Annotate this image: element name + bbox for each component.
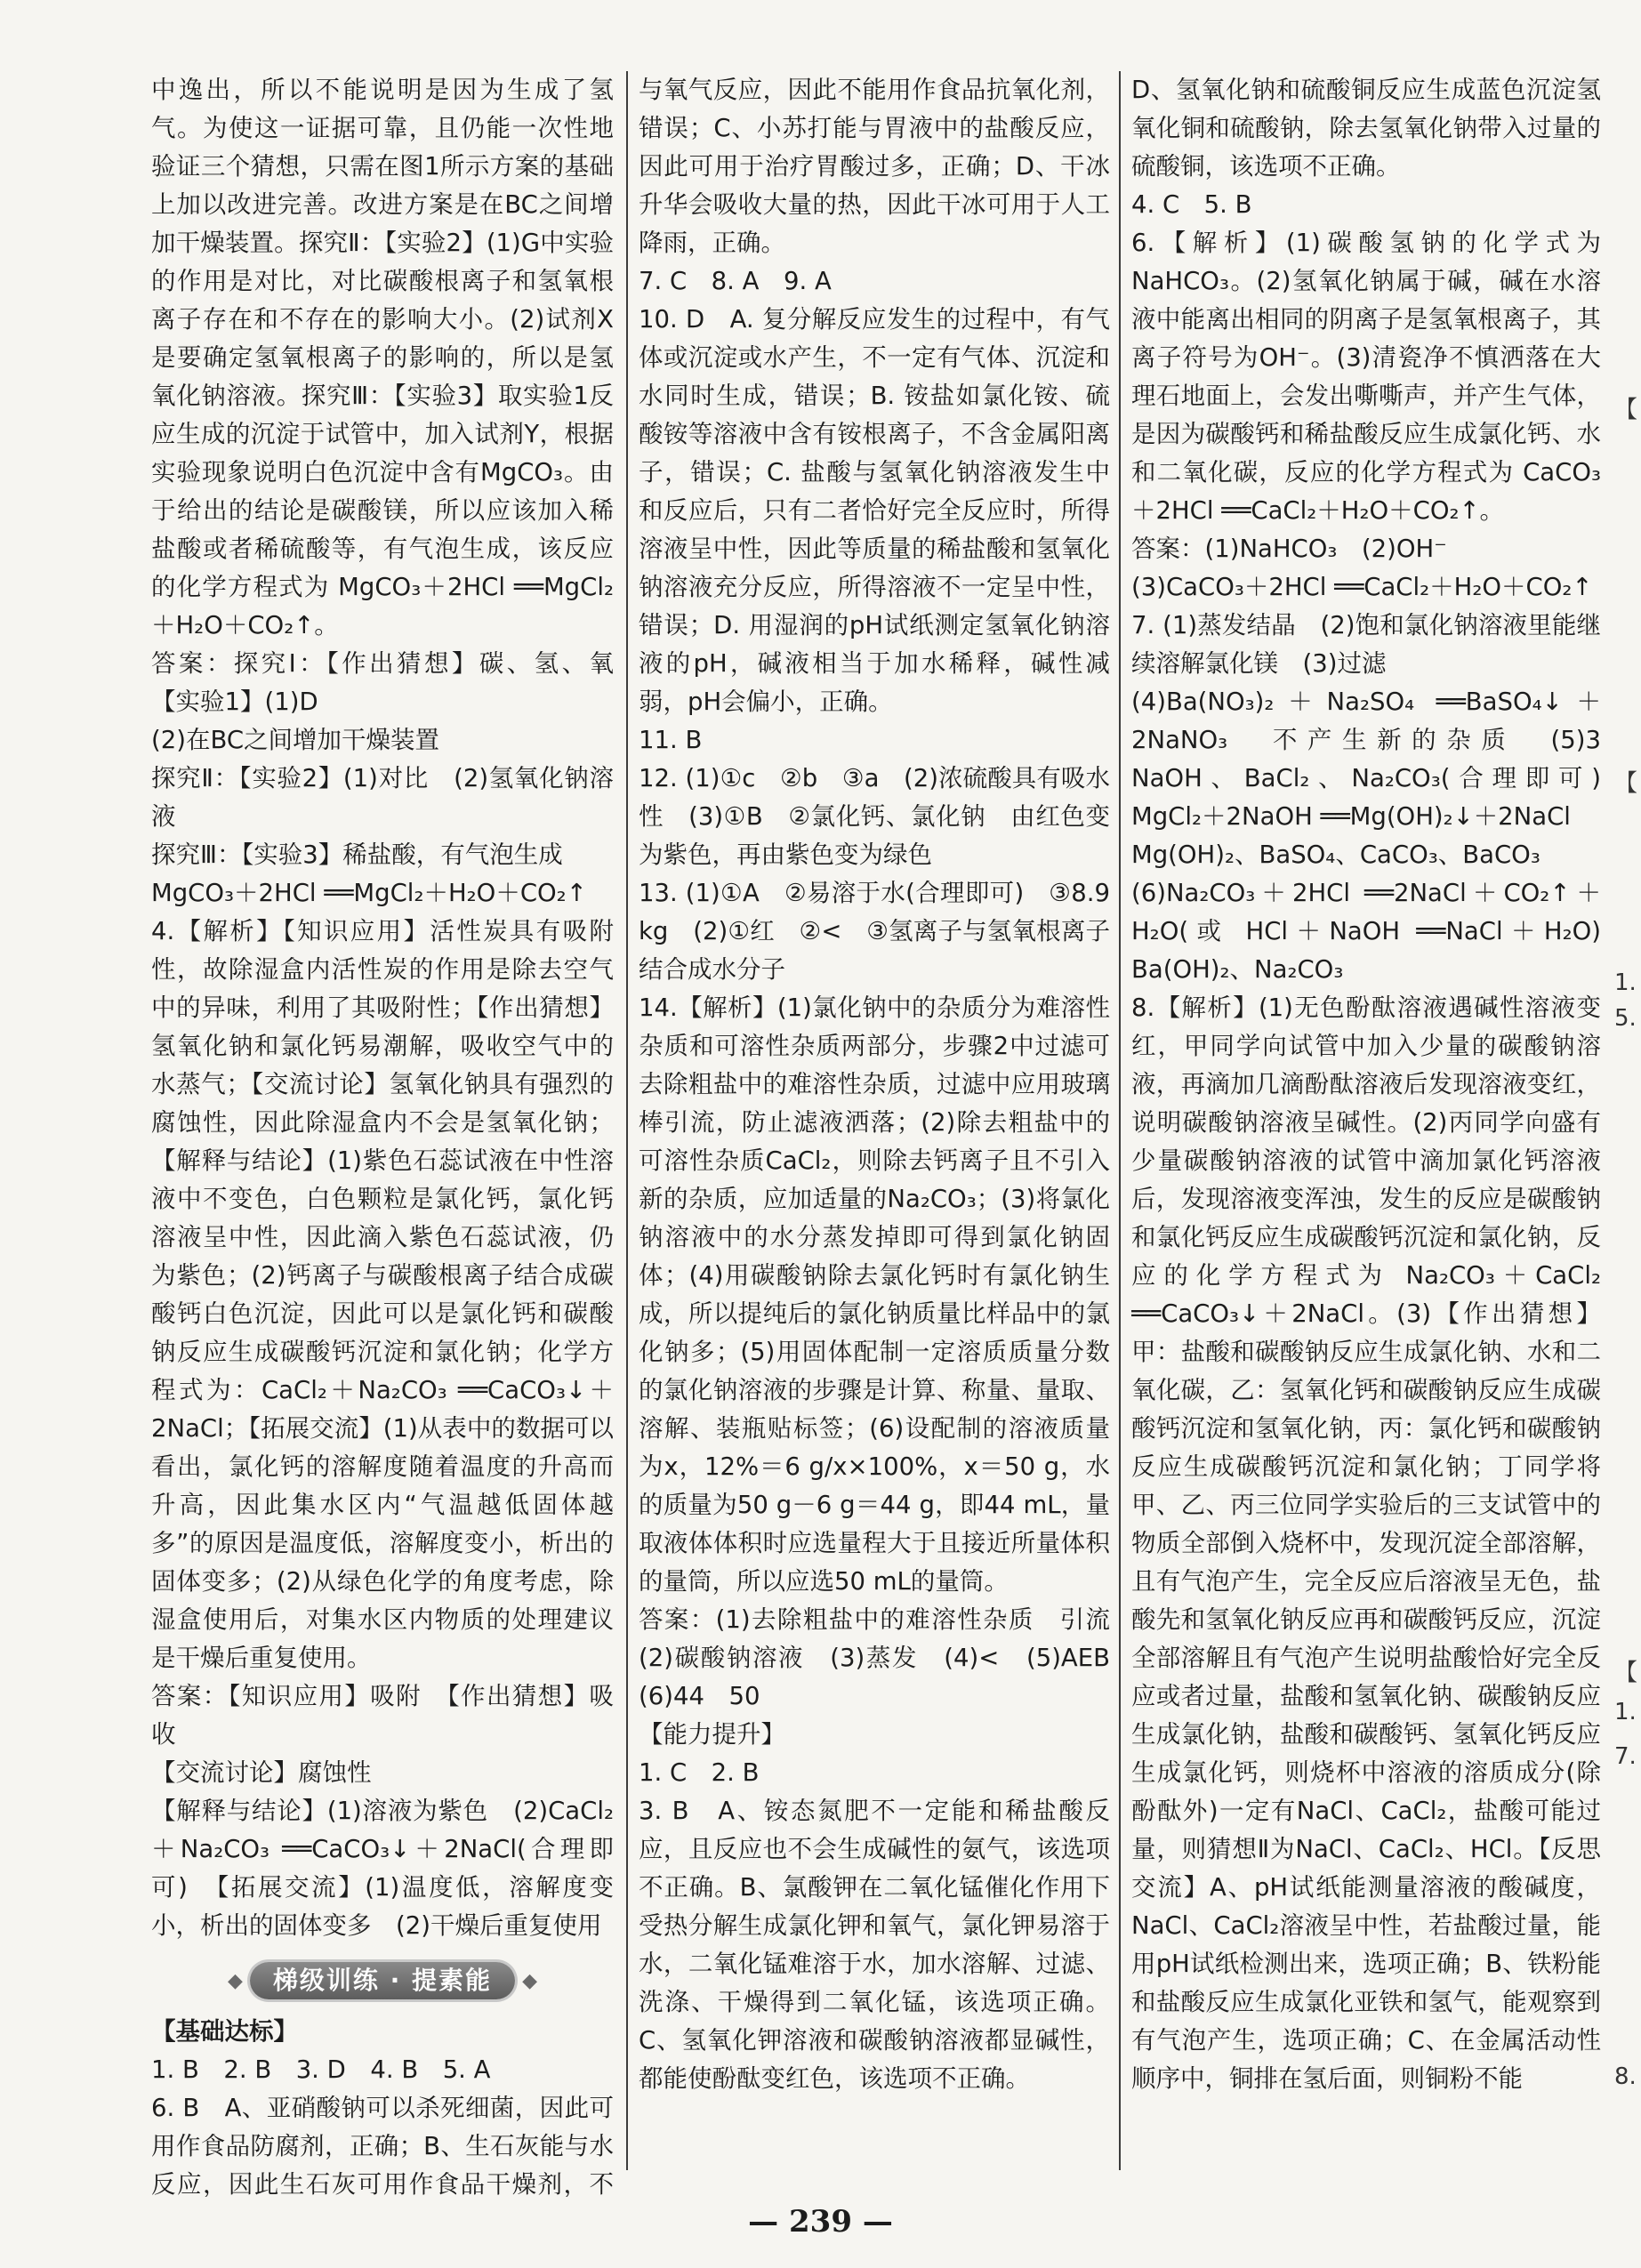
paragraph: 1. C 2. B — [639, 1758, 760, 1787]
paragraph: 1. B 2. B 3. D 4. B 5. A — [151, 2055, 491, 2084]
paragraph: 与氧气反应，因此不能用作食品抗氧化剂，错误；C、小苏打能与胃液中的盐酸反应，因此可用于治疗胃酸过多，正确；D、干冰升华会吸收大量的热，因此干冰可用于人工降雨，正确。 — [639, 76, 1110, 257]
paragraph: 13. (1)①A ②易溶于水(合理即可) ③8.9 kg (2)①红 ②< ③氢离子与氢氧根离子结合成水分子 — [639, 879, 1110, 984]
paragraph: 6. B A、亚硝酸钠可以杀死细菌，因此可用作食品防腐剂，正确；B、生石灰能与水反应，因此生石灰可用作食品干燥剂，不 — [151, 2094, 614, 2197]
column-divider-1 — [626, 71, 628, 2170]
paragraph: (2)在BC之间增加干燥装置 — [151, 726, 440, 754]
column-2 — [639, 71, 1110, 2197]
paragraph: 6.【解析】(1)碳酸氢钠的化学式为NaHCO₃。(2)氢氧化钠属于碱，碱在水溶液中能离出相同的阴离子是氢氧根离子，其离子符号为OH⁻。(3)清瓷净不慎洒落在大理石地面上，会发出嘶嘶声，并产生气体，是因为碳酸钙和稀盐酸反应生成氯化钙、水和二氧化碳，反应的化学方程式为 CaCO₃＋2HCl ══CaCl₂＋H₂O＋CO₂↑。 — [1131, 229, 1601, 525]
column-divider-2 — [1119, 71, 1121, 2170]
diamond-icon: ◆ — [228, 1969, 243, 1992]
edge-mark: 【 — [1614, 770, 1638, 797]
paragraph: 探究Ⅲ：【实验3】稀盐酸，有气泡生成 — [151, 840, 563, 869]
paragraph: 【基础达标】 — [151, 2017, 298, 2046]
column-1 — [151, 71, 614, 2197]
paragraph: 答案：探究Ⅰ：【作出猜想】碳、氢、氧 【实验1】(1)D — [151, 649, 614, 716]
edge-mark: 1. — [1614, 969, 1637, 996]
paragraph: 答案：【知识应用】吸附 【作出猜想】吸收 — [151, 1682, 614, 1749]
paragraph: 探究Ⅱ：【实验2】(1)对比 (2)氢氧化钠溶液 — [151, 764, 614, 831]
paragraph: 【能力提升】 — [639, 1720, 785, 1749]
paragraph: 14.【解析】(1)氯化钠中的杂质分为难溶性杂质和可溶性杂质两部分，步骤2中过滤可去除粗盐中的难溶性杂质，过滤中应用玻璃棒引流，防止滤液洒落；(2)除去粗盐中的可溶性杂质CaCl₂，则除去钙离子且不引入新的杂质，应加适量的Na₂CO₃；(3)将氯化钠溶液中的水分蒸发掉即可得到氯化钠固体；(4)用碳酸钠除去氯化钙时有氯化钠生成，所以提纯后的氯化钠质量比样品中的氯化钠多；(5)用固体配制一定溶质质量分数的氯化钠溶液的步骤是计算、称量、量取、溶解、装瓶贴标签；(6)设配制的溶液质量为x，12%＝6 g/x×100%，x＝50 g，水的质量为50 g－6 g＝44 g，即44 mL，量取液体体积时应选量程大于且接近所量体积的量筒，所以应选50 mL的量筒。 — [639, 993, 1110, 1596]
edge-mark: 【 — [1614, 397, 1638, 423]
paragraph: 4. C 5. B — [1131, 190, 1252, 219]
edge-mark: 1. — [1614, 1699, 1637, 1725]
paragraph: (6)Na₂CO₃＋2HCl ══2NaCl＋CO₂↑＋H₂O(或 HCl＋NaOH ══NaCl＋H₂O) Ba(OH)₂、Na₂CO₃ — [1131, 879, 1601, 984]
paragraph: 4.【解析】【知识应用】活性炭具有吸附性，故除湿盒内活性炭的作用是除去空气中的异味，利用了其吸附性；【作出猜想】氢氧化钠和氯化钙易潮解，吸收空气中的水蒸气；【交流讨论】氢氧化钠具有强烈的腐蚀性，因此除湿盒内不会是氢氧化钠；【解释与结论】(1)紫色石蕊试液在中性溶液中不变色，白色颗粒是氯化钙，氯化钙溶液呈中性，因此滴入紫色石蕊试液，仍为紫色；(2)钙离子与碳酸根离子结合成碳酸钙白色沉淀，因此可以是氯化钙和碳酸钠反应生成碳酸钙沉淀和氯化钠；化学方程式为：CaCl₂＋Na₂CO₃ ══CaCO₃↓＋2NaCl；【拓展交流】(1)从表中的数据可以看出，氯化钙的溶解度随着温度的升高而升高，因此集水区内“气温越低固体越多”的原因是温度低，溶解度变小，析出的固体变多；(2)从绿色化学的角度考虑，除湿盒使用后，对集水区内物质的处理建议是干燥后重复使用。 — [151, 917, 614, 1672]
paragraph: 12. (1)①c ②b ③a (2)浓硫酸具有吸水性 (3)①B ②氯化钙、氯化钠 由红色变为紫色，再由紫色变为绿色 — [639, 764, 1110, 869]
paragraph: 8.【解析】(1)无色酚酞溶液遇碱性溶液变红，甲同学向试管中加入少量的碳酸钠溶液，再滴加几滴酚酞溶液后发现溶液变红，说明碳酸钠溶液呈碱性。(2)丙同学向盛有少量碳酸钠溶液的试管中滴加氯化钙溶液后，发现溶液变浑浊，发生的反应是碳酸钠和氯化钙反应生成碳酸钙沉淀和氯化钠，反应的化学方程式为 Na₂CO₃＋CaCl₂ ══CaCO₃↓＋2NaCl。(3)【作出猜想】甲：盐酸和碳酸钠反应生成氯化钠、水和二氧化碳，乙：氢氧化钙和碳酸钠反应生成碳酸钙沉淀和氢氧化钠，丙：氯化钙和碳酸钠反应生成碳酸钙沉淀和氯化钠；丁同学将甲、乙、丙三位同学实验后的三支试管中的物质全部倒入烧杯中，发现沉淀全部溶解，且有气泡产生，完全反应后溶液呈无色，盐酸先和氢氧化钠反应再和碳酸钙反应，沉淀全部溶解且有气泡产生说明盐酸恰好完全反应或者过量，盐酸和氢氧化钠、碳酸钠反应生成氯化钠，盐酸和碳酸钙、氢氧化钙反应生成氯化钙，则烧杯中溶液的溶质成分(除酚酞外)一定有NaCl、CaCl₂，盐酸可能过量，则猜想Ⅱ为NaCl、CaCl₂、HCl。【反思交流】A、pH试纸能测量溶液的酸碱度，NaCl、CaCl₂溶液呈中性，若盐酸过量，能用pH试纸检测出来，选项正确；B、铁粉能和盐酸反应生成氯化亚铁和氢气，能观察到有气泡产生，选项正确；C、在金属活动性顺序中，铜排在氢后面，则铜粉不能 — [1131, 993, 1601, 2093]
paragraph: 答案：(1)去除粗盐中的难溶性杂质 引流 (2)碳酸钠溶液 (3)蒸发 (4)< (5)AEB (6)44 50 — [639, 1605, 1110, 1710]
banner-label: 梯级训练 · 提素能 — [250, 1962, 515, 1999]
edge-mark: 7. — [1614, 1743, 1637, 1770]
edge-mark: 【 — [1614, 1660, 1638, 1686]
paragraph: 【解释与结论】(1)溶液为紫色 (2)CaCl₂＋Na₂CO₃ ══CaCO₃↓＋2NaCl(合理即可) 【拓展交流】(1)温度低，溶解度变小，析出的固体变多 (2)干燥后重复使用 — [151, 1797, 614, 1940]
paragraph: 7. (1)蒸发结晶 (2)饱和氯化钠溶液里能继续溶解氯化镁 (3)过滤 — [1131, 611, 1601, 678]
paragraph: 3. B A、铵态氮肥不一定能和稀盐酸反应，且反应也不会生成碱性的氨气，该选项不正确。B、氯酸钾在二氧化锰催化作用下受热分解生成氯化钾和氧气，氯化钾易溶于水，二氧化锰难溶于水，加水溶解、过滤、洗涤、干燥得到二氧化锰，该选项正确。C、氢氧化钾溶液和碳酸钠溶液都显碱性，都能使酚酞变红色，该选项不正确。 — [639, 1797, 1110, 2093]
paragraph: 中逸出，所以不能说明是因为生成了氢气。为使这一证据可靠，且仍能一次性地验证三个猜想，只需在图1所示方案的基础上加以改进完善。改进方案是在BC之间增加干燥装置。探究Ⅱ：【实验2】(1)G中实验的作用是对比，对比碳酸根离子和氢氧根离子存在和不存在的影响大小。(2)试剂X是要确定氢氧根离子的影响的，所以是氢氧化钠溶液。探究Ⅲ：【实验3】取实验1反应生成的沉淀于试管中，加入试剂Y，根据实验现象说明白色沉淀中含有MgCO₃。由于给出的结论是碳酸镁，所以应该加入稀盐酸或者稀硫酸等，有气泡生成，该反应的化学方程式为 MgCO₃＋2HCl ══MgCl₂＋H₂O＋CO₂↑。 — [151, 76, 614, 639]
paragraph: 7. C 8. A 9. A — [639, 267, 832, 295]
column-3 — [1131, 71, 1601, 2197]
section-banner — [151, 1961, 614, 2000]
paragraph: (3)CaCO₃＋2HCl ══CaCl₂＋H₂O＋CO₂↑ — [1131, 573, 1593, 601]
paragraph: D、氢氧化钠和硫酸铜反应生成蓝色沉淀氢氧化铜和硫酸钠，除去氢氧化钠带入过量的硫酸铜，该选项不正确。 — [1131, 76, 1601, 181]
paragraph: MgCO₃＋2HCl ══MgCl₂＋H₂O＋CO₂↑ — [151, 879, 587, 907]
paragraph: 11. B — [639, 726, 703, 754]
page-number: — 239 — — [748, 2204, 893, 2240]
paragraph: 【交流讨论】腐蚀性 — [151, 1758, 372, 1787]
diamond-icon: ◆ — [522, 1969, 537, 1992]
paragraph: 答案：(1)NaHCO₃ (2)OH⁻ — [1131, 535, 1447, 563]
paragraph: Mg(OH)₂、BaSO₄、CaCO₃、BaCO₃ — [1131, 840, 1540, 869]
paragraph: (4)Ba(NO₃)₂＋Na₂SO₄ ══BaSO₄↓＋2NaNO₃ 不产生新的杂质 (5)3 NaOH、BaCl₂、Na₂CO₃(合理即可) MgCl₂＋2NaOH ══Mg(OH)₂↓＋2NaCl — [1131, 688, 1601, 831]
edge-mark: 5. — [1614, 1005, 1637, 1032]
paragraph: 10. D A. 复分解反应发生的过程中，有气体或沉淀或水产生，不一定有气体、沉淀和水同时生成，错误；B. 铵盐如氯化铵、硫酸铵等溶液中含有铵根离子，不含金属阳离子，错误；C. 盐酸与氢氧化钠溶液发生中和反应后，只有二者恰好完全反应时，所得溶液呈中性，因此等质量的稀盐酸和氢氧化钠溶液充分反应，所得溶液不一定呈中性，错误；D. 用湿润的pH试纸测定氢氧化钠溶液的pH，碱液相当于加水稀释，碱性减弱，pH会偏小，正确。 — [639, 305, 1110, 716]
edge-mark: 8. — [1614, 2063, 1637, 2090]
